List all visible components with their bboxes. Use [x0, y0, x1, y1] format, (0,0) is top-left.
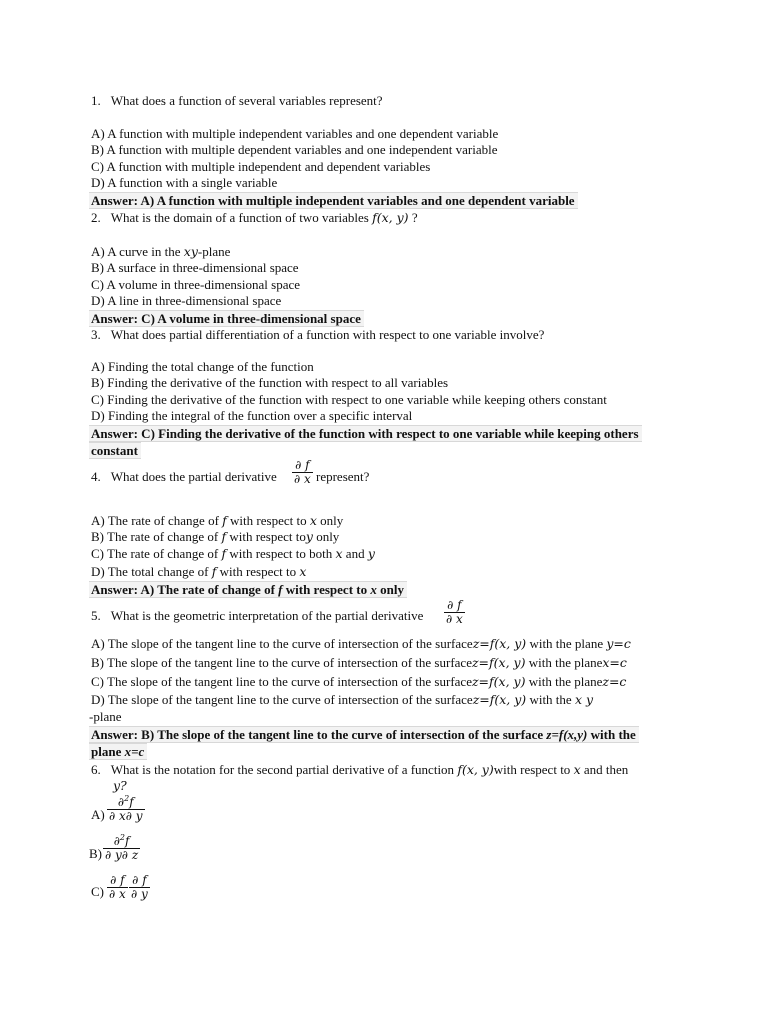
question-number: 5.: [91, 608, 101, 623]
option-a: [91, 513, 343, 529]
math-variable: f: [221, 546, 227, 561]
partial-derivative-fraction: [292, 459, 313, 486]
option-text: with respect to: [216, 564, 300, 579]
fraction-numerator: ∂ f: [295, 458, 310, 472]
math-variable: x: [370, 582, 377, 597]
math-variable: x: [299, 564, 307, 579]
question-6-continued: [113, 778, 127, 794]
option-b: [91, 655, 627, 671]
math-variable: xy: [183, 244, 198, 259]
math-variable: f: [222, 513, 227, 528]
option-a-label: A): [91, 807, 105, 822]
question-number: 6.: [91, 762, 101, 777]
math-variable: x: [335, 546, 343, 561]
math-variable: y: [305, 529, 313, 544]
option-a: A) A function with multiple independent variables and one dependent variable: [91, 126, 499, 141]
partial-symbol: ∂: [117, 795, 125, 809]
option-text: with the plane: [525, 655, 603, 670]
question-number: 4.: [91, 469, 101, 484]
answer-text: with the: [587, 727, 636, 742]
option-a: [91, 244, 230, 260]
question-text: What does the partial derivative: [110, 469, 277, 484]
math-expression: y=c: [606, 636, 631, 651]
question-number: 2.: [91, 210, 101, 225]
fraction-numerator: [107, 796, 145, 809]
fraction-denominator: ∂ y∂ z: [105, 848, 139, 862]
option-c: C) Finding the derivative of the function with respect to one variable while keeping others constant: [91, 392, 607, 407]
exponent: 2: [119, 833, 125, 842]
math-expression: z=f(x,y): [546, 727, 588, 742]
option-text: A) A curve in the: [91, 244, 184, 259]
math-variable: x: [309, 513, 317, 528]
answer-3-line-1: Answer: C) Finding the derivative of the function with respect to one variable while keeping others: [89, 425, 642, 442]
question-text: What is the geometric interpretation of the partial derivative: [110, 608, 424, 623]
math-variable: f: [221, 529, 227, 544]
math-expression: z=f(x, y): [472, 692, 527, 707]
math-expression: z=f(x, y): [472, 636, 527, 651]
question-text: What does partial differentiation of a function with respect to one variable involve?: [110, 327, 545, 342]
option-text: A) The rate of change of: [91, 513, 223, 528]
option-text: D) The slope of the tangent line to the curve of intersection of the surface: [91, 692, 473, 707]
option-text: and: [342, 546, 368, 561]
option-text: with the plane: [525, 674, 603, 689]
question-text: What is the domain of a function of two variables: [110, 210, 369, 225]
math-variable: x: [573, 762, 581, 777]
answer-text: Answer: A) The rate of change of: [91, 582, 279, 597]
math-expression: f(x, y): [457, 762, 494, 777]
option-a-fraction: [107, 796, 145, 823]
partial-derivative-fraction: [444, 599, 465, 626]
answer-5-line-1: [89, 726, 639, 743]
option-d: D) Finding the integral of the function over a specific interval: [91, 408, 413, 423]
math-variable: f: [125, 834, 130, 848]
option-text: only: [312, 529, 340, 544]
answer-text: Answer: B) The slope of the tangent line to the curve of intersection of the surface: [91, 727, 547, 742]
option-text: with respect to: [226, 513, 310, 528]
option-b: B) A surface in three-dimensional space: [91, 260, 299, 275]
option-text: with the plane: [526, 636, 607, 651]
math-variable: y: [367, 546, 375, 561]
exponent: 2: [124, 794, 130, 803]
answer-5-line-2: [89, 743, 147, 760]
option-b-label: B): [89, 846, 102, 861]
option-c: C) A volume in three-dimensional space: [91, 277, 301, 292]
option-c-label: C): [91, 884, 104, 899]
math-variable: f: [278, 582, 283, 597]
math-variable: f: [211, 564, 217, 579]
math-expression: z=c: [602, 674, 627, 689]
question-text: What is the notation for the second partial derivative of a function: [110, 762, 458, 777]
question-mark: ?: [411, 210, 418, 225]
answer-text: only: [376, 582, 404, 597]
question-text: with respect to: [493, 762, 574, 777]
option-text: with the: [526, 692, 575, 707]
math-variable: f: [129, 795, 134, 809]
option-c-fraction-1: [107, 874, 128, 901]
question-5: [91, 608, 423, 624]
option-c: C) A function with multiple independent and dependent variables: [91, 159, 431, 174]
fraction-denominator: ∂ x: [294, 472, 311, 486]
answer-3-line-2: constant: [89, 442, 141, 459]
option-a: A) Finding the total change of the function: [91, 359, 314, 374]
question-2: [91, 210, 418, 226]
math-expression: f(x, y): [372, 210, 409, 225]
math-expression: z=f(x, y): [471, 674, 526, 689]
option-text: C) The slope of the tangent line to the curve of intersection of the surface: [91, 674, 472, 689]
fraction-numerator: ∂ f: [447, 598, 462, 612]
answer-text: plane: [91, 744, 125, 759]
fraction-denominator: ∂ x: [446, 612, 463, 626]
fraction-numerator: [103, 835, 140, 848]
option-d: [91, 692, 593, 708]
option-d-continued: -plane: [89, 709, 122, 724]
math-variable: y?: [113, 778, 127, 793]
fraction-denominator: ∂ x: [109, 887, 126, 901]
question-number: 1.: [91, 93, 101, 108]
option-a: [91, 636, 631, 652]
question-text: and then: [580, 762, 629, 777]
fraction-denominator: ∂ x∂ y: [109, 809, 143, 823]
partial-symbol: ∂: [113, 834, 120, 848]
math-expression: x=c: [602, 655, 627, 670]
option-b: B) A function with multiple dependent variables and one independent variable: [91, 142, 498, 157]
fraction-numerator: ∂ f: [132, 873, 147, 887]
option-text: with respect to both: [226, 546, 336, 561]
option-text: with respect to: [226, 529, 306, 544]
option-b: [91, 529, 339, 545]
option-d: D) A function with a single variable: [91, 175, 278, 190]
option-d: [91, 564, 306, 580]
answer-2: Answer: C) A volume in three-dimensional space: [89, 310, 364, 327]
math-expression: z=f(x, y): [471, 655, 526, 670]
question-1: [91, 93, 383, 109]
option-b-fraction: [103, 835, 140, 862]
answer-4: [89, 581, 407, 598]
option-text: A) The slope of the tangent line to the curve of intersection of the surface: [91, 636, 473, 651]
question-3: [91, 327, 544, 343]
answer-1: Answer: A) A function with multiple independent variables and one dependent variable: [89, 192, 578, 209]
fraction-denominator: ∂ y: [131, 887, 148, 901]
option-c-fraction-2: [129, 874, 150, 901]
option-text: B) The rate of change of: [91, 529, 222, 544]
question-4-tail: represent?: [316, 469, 370, 484]
option-d: D) A line in three-dimensional space: [91, 293, 282, 308]
question-text: What does a function of several variables represent?: [110, 93, 383, 108]
option-b: B) Finding the derivative of the function with respect to all variables: [91, 375, 449, 390]
fraction-numerator: ∂ f: [110, 873, 125, 887]
math-expression: x y: [574, 692, 594, 707]
question-number: 3.: [91, 327, 101, 342]
option-text: C) The rate of change of: [91, 546, 222, 561]
option-text: D) The total change of: [91, 564, 212, 579]
answer-text: with respect to: [282, 582, 371, 597]
question-4: [91, 469, 277, 485]
option-text: B) The slope of the tangent line to the curve of intersection of the surface: [91, 655, 472, 670]
option-text: only: [316, 513, 344, 528]
option-c: [91, 546, 375, 562]
option-text: -plane: [197, 244, 231, 259]
question-6: [91, 762, 628, 778]
option-c: [91, 674, 626, 690]
math-expression: x=c: [124, 744, 145, 759]
